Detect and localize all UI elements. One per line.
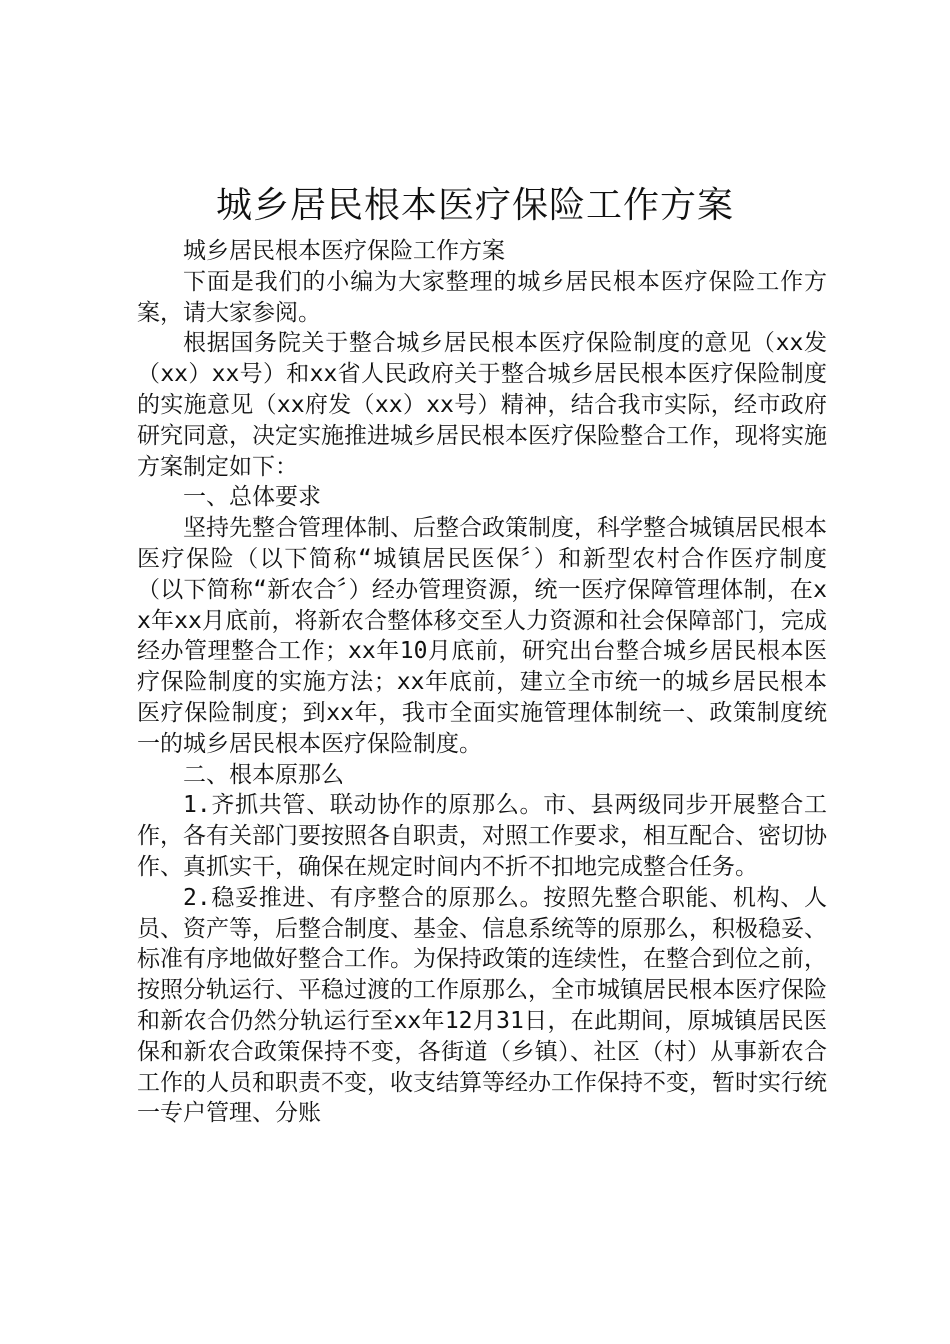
paragraph-general-requirements: 坚持先整合管理体制、后整合政策制度，科学整合城镇居民根本医疗保险（以下简称“城镇居民医保〞）和新型农村合作医疗制度（以下简称“新农合〞）经办管理资源，统一医疗保障管理体制，在xx年xx月底前，将新农合整体移交至人力资源和社会保障部门，完成经办管理整合工作；xx年10月底前，研究出台整合城乡居民根本医疗保险制度的实施方法；xx年底前，建立全市统一的城乡居民根本医疗保险制度；到xx年，我市全面实施管理体制统一、政策制度统一的城乡居民根本医疗保险制度。 — [137, 515, 827, 757]
paragraph-subtitle: 城乡居民根本医疗保险工作方案 — [183, 238, 505, 264]
paragraph-basis: 根据国务院关于整合城乡居民根本医疗保险制度的意见（xx发（xx）xx号）和xx省人民政府关于整合城乡居民根本医疗保险制度的实施意见（xx府发（xx）xx号）精神，结合我市实际，经市政府研究同意，决定实施推进城乡居民根本医疗保险整合工作，现将实施方案制定如下： — [137, 330, 827, 480]
document-title: 城乡居民根本医疗保险工作方案 — [215, 185, 734, 226]
document-body — [137, 236, 827, 1129]
paragraph-principle-2: 2.稳妥推进、有序整合的原那么。按照先整合职能、机构、人员、资产等，后整合制度、基金、信息系统等的原那么，积极稳妥、标准有序地做好整合工作。为保持政策的连续性，在整合到位之前，按照分轨运行、平稳过渡的工作原那么，全市城镇居民根本医疗保险和新农合仍然分轨运行至xx年12月31日，在此期间，原城镇居民医保和新农合政策保持不变，各街道（乡镇）、社区（村）从事新农合工作的人员和职责不变，收支结算等经办工作保持不变，暂时实行统一专户管理、分账 — [137, 884, 827, 1127]
section-heading-general-requirements: 一、总体要求 — [183, 484, 321, 511]
section-heading-basic-principles: 二、根本原那么 — [183, 761, 344, 788]
paragraph-principle-1: 1.齐抓共管、联动协作的原那么。市、县两级同步开展整合工作，各有关部门要按照各自职责，对照工作要求，相互配合、密切协作、真抓实干，确保在规定时间内不折不扣地完成整合任务。 — [137, 792, 827, 880]
paragraph-intro: 下面是我们的小编为大家整理的城乡居民根本医疗保险工作方案，请大家参阅。 — [137, 268, 827, 326]
